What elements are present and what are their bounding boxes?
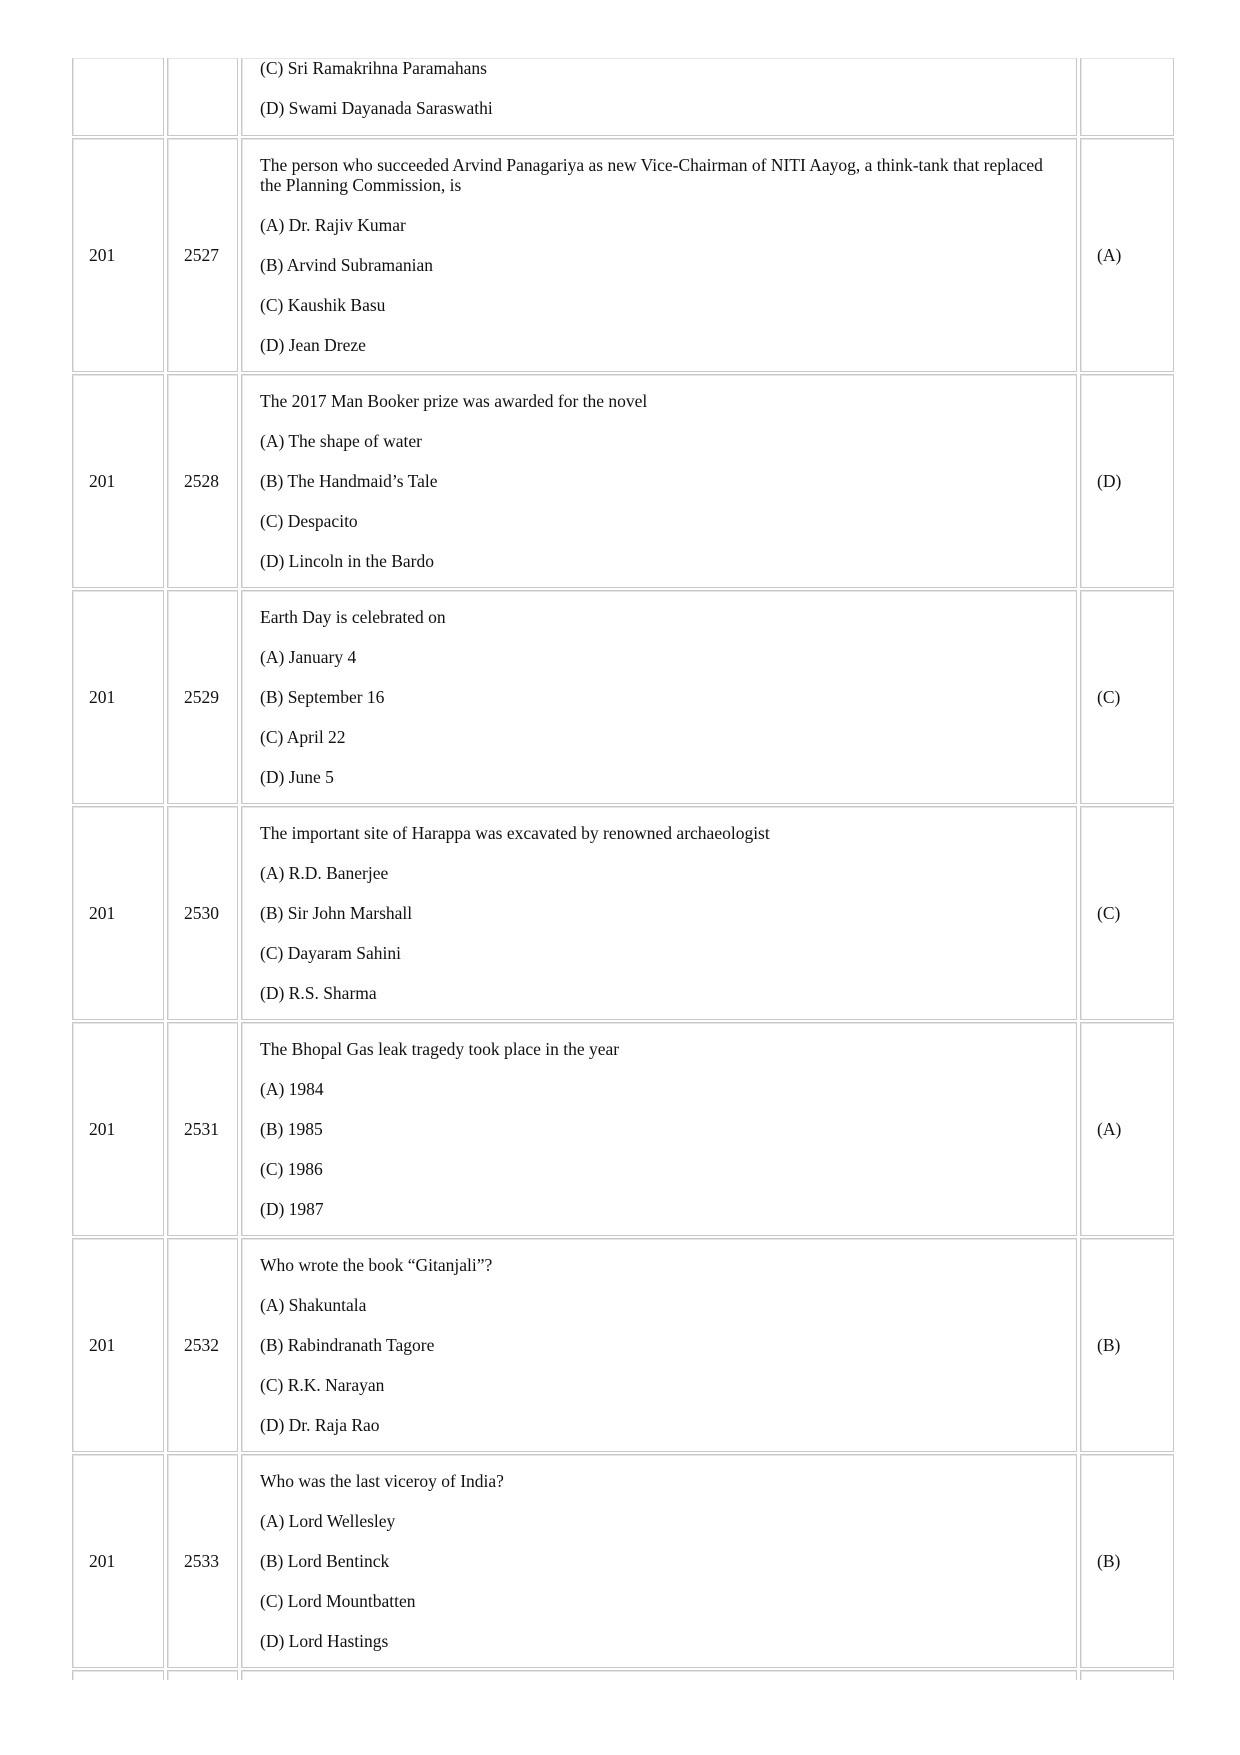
- option-c: (C) April 22: [260, 727, 346, 747]
- question-id-cell: [167, 590, 238, 804]
- question-text: Who wrote the book “Gitanjali”?: [260, 1255, 493, 1275]
- option-d: (D) R.S. Sharma: [260, 983, 377, 1003]
- answer-value: (B): [1097, 1335, 1121, 1355]
- answer-cell: [1080, 1670, 1174, 1680]
- question-table: [72, 58, 1174, 1680]
- option-b: (B) The Handmaid’s Tale: [260, 471, 438, 491]
- question-cell: [241, 1454, 1077, 1668]
- question-text: The person who succeeded Arvind Panagariya as new Vice-Chairman of NITI Aayog, a think-tank that replaced the Planning Commission, is: [260, 155, 1043, 195]
- question-cell: [241, 374, 1077, 588]
- sno-value: 201: [89, 1551, 116, 1571]
- sno-value: 201: [89, 1335, 116, 1355]
- option-c: (C) Kaushik Basu: [260, 295, 386, 315]
- answer-cell: [1080, 1022, 1174, 1236]
- answer-cell: [1080, 590, 1174, 804]
- question-cell: [241, 138, 1077, 372]
- question-id-cell: [167, 1670, 238, 1680]
- question-cell: [241, 806, 1077, 1020]
- sno-cell: [72, 138, 164, 372]
- question-cell: [241, 1238, 1077, 1452]
- question-cell: [241, 590, 1077, 804]
- option-a: (A) January 4: [260, 647, 357, 667]
- answer-cell: [1080, 374, 1174, 588]
- option-a: (A) The shape of water: [260, 431, 422, 451]
- answer-cell: [1080, 806, 1174, 1020]
- table-row: [72, 1454, 1174, 1670]
- option-c: (C) Lord Mountbatten: [260, 1591, 416, 1611]
- question-id-cell: [167, 1022, 238, 1236]
- question-id-cell: [167, 806, 238, 1020]
- table-row-next-stub: [72, 1670, 1174, 1680]
- table-row: [72, 374, 1174, 590]
- sno-value: 201: [89, 687, 116, 707]
- sno-cell: [72, 590, 164, 804]
- table-row: [72, 806, 1174, 1022]
- answer-value: (B): [1097, 1551, 1121, 1571]
- question-text: Earth Day is celebrated on: [260, 607, 446, 627]
- sno-cell: [72, 806, 164, 1020]
- answer-value: (C): [1097, 903, 1121, 923]
- question-text: Who was the last viceroy of India?: [260, 1471, 504, 1491]
- option-c: (C) R.K. Narayan: [260, 1375, 385, 1395]
- question-id-cell: [167, 374, 238, 588]
- sno-value: 201: [89, 471, 116, 491]
- option-d: (D) Dr. Raja Rao: [260, 1415, 380, 1435]
- option-c: (C) Dayaram Sahini: [260, 943, 401, 963]
- option-d: (D) Lord Hastings: [260, 1631, 389, 1651]
- option-d: (D) Jean Dreze: [260, 335, 366, 355]
- question-text: The important site of Harappa was excavated by renowned archaeologist: [260, 823, 770, 843]
- answer-value: (C): [1097, 687, 1121, 707]
- question-text: The Bhopal Gas leak tragedy took place in the year: [260, 1039, 620, 1059]
- question-id-value: 2530: [184, 903, 219, 923]
- option-a: (A) Shakuntala: [260, 1295, 367, 1315]
- option-b: (B) Lord Bentinck: [260, 1551, 390, 1571]
- sno-value: 201: [89, 903, 116, 923]
- sno-cell: [72, 1454, 164, 1668]
- question-text: The 2017 Man Booker prize was awarded for the novel: [260, 391, 648, 411]
- option-b: (B) September 16: [260, 687, 385, 707]
- answer-cell: [1080, 1238, 1174, 1452]
- table-row: [72, 590, 1174, 806]
- option-d: (D) 1987: [260, 1199, 324, 1219]
- option-d: (D) Lincoln in the Bardo: [260, 551, 434, 571]
- option-c: (C) 1986: [260, 1159, 323, 1179]
- sno-value: 201: [89, 245, 116, 265]
- answer-value: (A): [1097, 245, 1122, 265]
- answer-value: (D): [1097, 471, 1122, 491]
- answer-cell: [1080, 1454, 1174, 1668]
- sno-value: 201: [89, 1119, 116, 1139]
- option: (D) Swami Dayanada Saraswathi: [260, 98, 493, 118]
- sno-cell: [72, 1238, 164, 1452]
- sno-cell: [72, 58, 164, 136]
- question-id-cell: [167, 1454, 238, 1668]
- question-id-cell: [167, 138, 238, 372]
- question-id-value: 2529: [184, 687, 219, 707]
- option-b: (B) Arvind Subramanian: [260, 255, 434, 275]
- question-id-value: 2531: [184, 1119, 219, 1139]
- question-id-value: 2532: [184, 1335, 219, 1355]
- option-a: (A) 1984: [260, 1079, 324, 1099]
- sno-cell: [72, 1670, 164, 1680]
- option: (C) Sri Ramakrihna Paramahans: [260, 58, 487, 78]
- sno-cell: [72, 374, 164, 588]
- table-row: [72, 1022, 1174, 1238]
- question-id-value: 2533: [184, 1551, 219, 1571]
- answer-cell: [1080, 138, 1174, 372]
- answer-value: (A): [1097, 1119, 1122, 1139]
- option-a: (A) Dr. Rajiv Kumar: [260, 215, 406, 235]
- option-a: (A) R.D. Banerjee: [260, 863, 389, 883]
- question-cell: [241, 58, 1077, 136]
- question-cell: [241, 1022, 1077, 1236]
- question-id-value: 2528: [184, 471, 219, 491]
- question-id-cell: [167, 58, 238, 136]
- question-id-cell: [167, 1238, 238, 1452]
- option-a: (A) Lord Wellesley: [260, 1511, 396, 1531]
- question-cell: [241, 1670, 1077, 1680]
- table-row: [72, 138, 1174, 374]
- option-d: (D) June 5: [260, 767, 334, 787]
- table-row: [72, 1238, 1174, 1454]
- option-b: (B) Rabindranath Tagore: [260, 1335, 435, 1355]
- answer-cell: [1080, 58, 1174, 136]
- sno-cell: [72, 1022, 164, 1236]
- option-b: (B) Sir John Marshall: [260, 903, 413, 923]
- question-id-value: 2527: [184, 245, 219, 265]
- option-c: (C) Despacito: [260, 511, 358, 531]
- table-row-continuation: [72, 58, 1174, 138]
- option-b: (B) 1985: [260, 1119, 323, 1139]
